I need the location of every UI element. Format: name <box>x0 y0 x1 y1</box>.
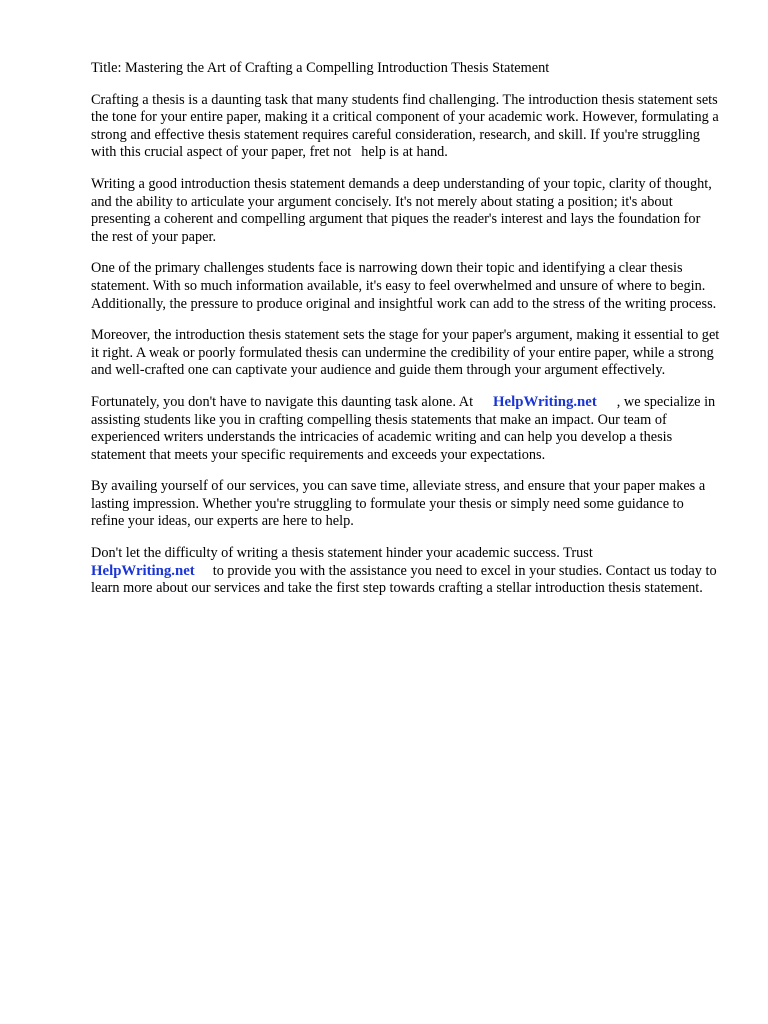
helpwriting-link-2[interactable]: HelpWriting.net <box>91 562 195 579</box>
paragraph-fortunately-rest: , we specialize in assisting students like you in crafting compelling thesis statements that make an impact. Our team of experienced writers understands the intricacies of academic writing and can help you develop a thesis statement that meets your specific requirements and exceeds your expectations. <box>91 393 716 463</box>
paragraph-understanding: Writing a good introduction thesis statement demands a deep understanding of your topic, clarity of thought, and the ability to articulate your argument concisely. It's not merely about stating a position; it's about presenting a coherent and compelling argument that piques the reader's interest and lays the foundation for the rest of your paper. <box>91 175 712 245</box>
paragraph-fortunately-start: Fortunately, you don't have to navigate this daunting task alone. At <box>91 393 474 410</box>
document-title: Title: Mastering the Art of Crafting a Compelling Introduction Thesis Statement <box>91 60 550 76</box>
helpwriting-link-1[interactable]: HelpWriting.net <box>493 393 597 410</box>
paragraph-challenges: One of the primary challenges students face is narrowing down their topic and identifying a clear thesis statement. With so much information available, it's easy to feel overwhelmed and unsure of where to begin. Additionally, the pressure to produce original and insightful work can add to the stress of the writing process. <box>91 260 717 312</box>
paragraph-closing-start: Don't let the difficulty of writing a thesis statement hinder your academic success. Trust <box>91 545 593 562</box>
paragraph-intro <box>91 92 720 162</box>
paragraph-intro-text: Crafting a thesis is a daunting task that many students find challenging. The introduction thesis statement sets the tone for your entire paper, making it a critical component of your academic work. However, formulating a strong and effective thesis statement requires careful consideration, research, and skill. If you're struggling with this crucial aspect of your paper, fret not <box>91 91 719 161</box>
paragraph-closing-rest: to provide you with the assistance you need to excel in your studies. Contact us today to learn more about our services and take the first step towards crafting a stellar introduction thesis statement. <box>91 562 717 597</box>
paragraph-closing <box>91 545 720 598</box>
paragraph-intro-end: help is at hand. <box>361 144 448 161</box>
paragraph-services: By availing yourself of our services, you can save time, alleviate stress, and ensure that your paper makes a lasting impression. Whether you're struggling to formulate your thesis or simply need some guidance to refine your ideas, our experts are here to help. <box>91 478 706 530</box>
paragraph-fortunately <box>91 394 720 464</box>
paragraph-moreover: Moreover, the introduction thesis statement sets the stage for your paper's argument, making it essential to get it right. A weak or poorly formulated thesis can undermine the credibility of your entire paper, while a strong and well-crafted one can captivate your audience and guide them through your argument effectively. <box>91 327 720 379</box>
